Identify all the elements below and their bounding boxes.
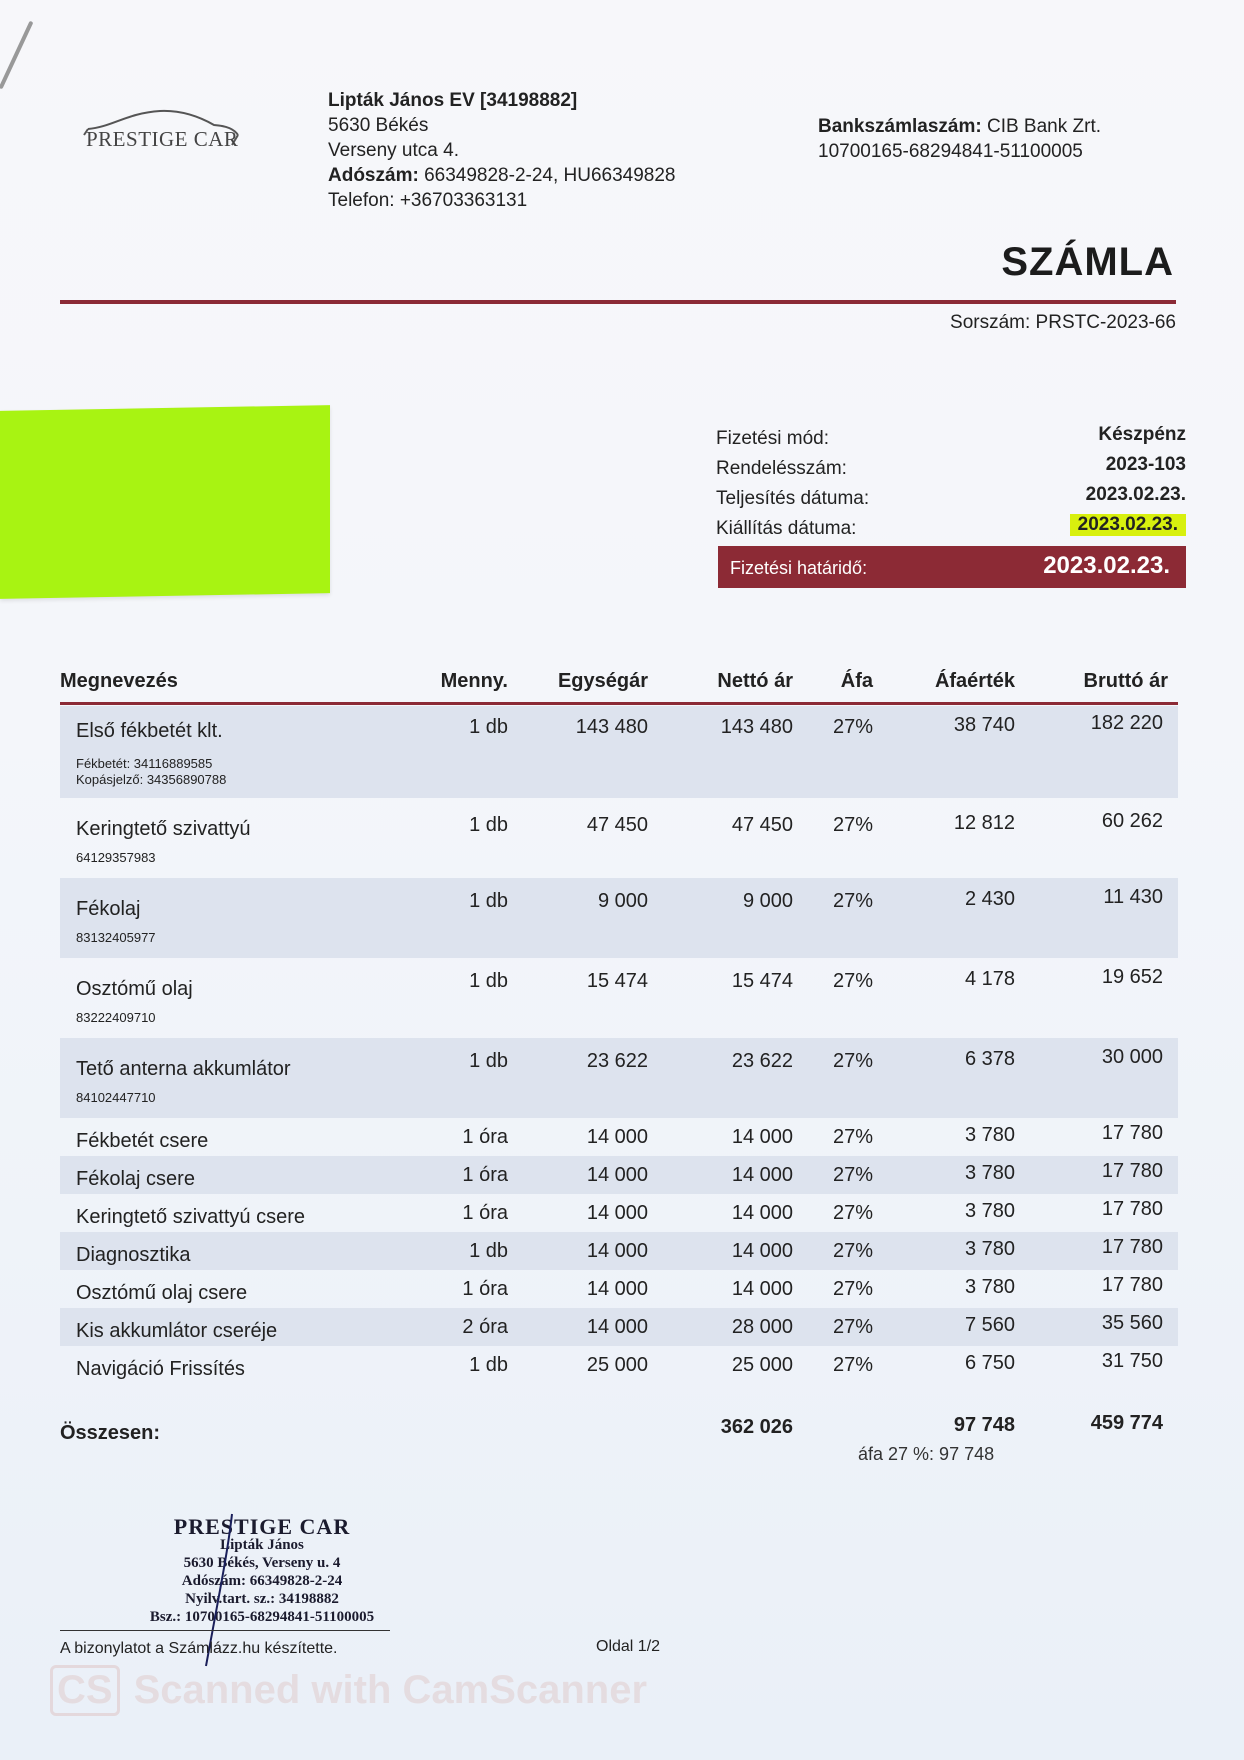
item-code: 83222409710: [76, 1010, 156, 1025]
item-gross: 35 560: [1101, 1312, 1163, 1334]
table-row: [60, 958, 1178, 1038]
item-vat: 27%: [832, 814, 873, 836]
header-gross: Bruttó ár: [1083, 670, 1168, 692]
table-header: [60, 658, 1178, 696]
items-table: [60, 658, 1178, 1380]
item-vat-amount: 12 812: [953, 812, 1015, 834]
item-vat: 27%: [832, 1278, 873, 1300]
item-net: 14 000: [731, 1278, 793, 1300]
item-unit-price: 25 000: [586, 1354, 648, 1376]
item-vat-amount: 3 780: [964, 1238, 1015, 1260]
item-name: Első fékbetét klt.: [76, 720, 223, 742]
totals-row: [60, 1410, 1178, 1470]
table-header-divider: [60, 702, 1178, 705]
meta-row: [716, 514, 1186, 544]
item-gross: 31 750: [1101, 1350, 1163, 1372]
header-name: Megnevezés: [60, 670, 178, 692]
item-name: Keringtető szivattyú: [76, 818, 251, 840]
item-vat: 27%: [832, 1202, 873, 1224]
stamp-reg: Nyilv.tart. sz.: 34198882: [185, 1591, 339, 1607]
item-net: 9 000: [742, 890, 793, 912]
item-net: 14 000: [731, 1164, 793, 1186]
item-vat: 27%: [832, 1126, 873, 1148]
stamp-owner: Lipták János: [220, 1537, 304, 1553]
meta-value: Készpénz: [1098, 424, 1186, 445]
document-title: SZÁMLA: [1001, 240, 1174, 284]
item-qty: 1 db: [469, 970, 508, 992]
footer-divider: [60, 1630, 390, 1631]
table-row: [60, 1308, 1178, 1346]
item-gross: 11 430: [1103, 886, 1163, 908]
item-gross: 17 780: [1101, 1122, 1163, 1144]
item-net: 143 480: [720, 716, 793, 738]
header-divider: [60, 300, 1176, 304]
table-row: [60, 1232, 1178, 1270]
invoice-meta: [716, 424, 1186, 544]
meta-row: [716, 484, 1186, 514]
table-row: [60, 1118, 1178, 1156]
item-qty: 1 db: [469, 1354, 508, 1376]
header-unit-price: Egységár: [557, 670, 648, 692]
table-row: [60, 706, 1178, 798]
item-net: 14 000: [731, 1240, 793, 1262]
header-vat: Áfa: [840, 670, 873, 692]
item-vat: 27%: [832, 1316, 873, 1338]
table-row: [60, 1346, 1178, 1386]
bank-name: CIB Bank Zrt.: [986, 116, 1102, 137]
item-net: 25 000: [731, 1354, 793, 1376]
meta-label: Kiállítás dátuma:: [716, 518, 857, 539]
totals-label: Összesen:: [60, 1422, 161, 1444]
item-vat-amount: 3 780: [964, 1124, 1015, 1146]
item-unit-price: 14 000: [586, 1316, 648, 1338]
item-qty: 1 óra: [462, 1126, 508, 1148]
seller-phone: Telefon: +36703363131: [328, 190, 528, 211]
item-gross: 30 000: [1101, 1046, 1163, 1068]
item-name: Fékbetét csere: [76, 1130, 209, 1152]
item-unit-price: 9 000: [597, 890, 648, 912]
item-qty: 1 db: [469, 890, 508, 912]
item-net: 14 000: [731, 1126, 793, 1148]
totals-vat-amount: 97 748: [953, 1414, 1015, 1436]
item-vat: 27%: [832, 1050, 873, 1072]
item-unit-price: 143 480: [575, 716, 648, 738]
item-vat-amount: 6 750: [964, 1352, 1015, 1374]
meta-value: 2023-103: [1105, 454, 1186, 475]
item-net: 23 622: [731, 1050, 793, 1072]
invoice-serial: Sorszám: PRSTC-2023-66: [950, 312, 1176, 333]
table-row: [60, 1270, 1178, 1308]
item-name: Tető anterna akkumlátor: [76, 1058, 291, 1080]
logo-text: PRESTIGE CAR: [86, 127, 239, 151]
item-gross: 182 220: [1090, 712, 1163, 734]
stamp-tax: Adószám: 66349828-2-24: [181, 1573, 343, 1589]
item-gross: 17 780: [1101, 1236, 1163, 1258]
bank-account: 10700165-68294841-51100005: [818, 141, 1083, 162]
item-name: Navigáció Frissítés: [76, 1358, 245, 1380]
seller-name: Lipták János EV [34198882]: [328, 90, 578, 111]
totals-gross: 459 774: [1090, 1412, 1163, 1434]
item-name: Kis akkumlátor cseréje: [76, 1320, 278, 1342]
due-date-bar: [718, 546, 1186, 588]
item-unit-price: 15 474: [586, 970, 648, 992]
item-qty: 1 óra: [462, 1202, 508, 1224]
item-qty: 1 db: [469, 1050, 508, 1072]
item-vat: 27%: [832, 1354, 873, 1376]
item-name: Fékolaj csere: [76, 1168, 195, 1190]
sticky-note: [0, 405, 330, 599]
item-gross: 19 652: [1101, 966, 1163, 988]
vat-breakdown: áfa 27 %: 97 748: [858, 1444, 995, 1464]
item-vat-amount: 38 740: [953, 714, 1015, 736]
item-qty: 1 db: [469, 716, 508, 738]
item-gross: 17 780: [1101, 1274, 1163, 1296]
item-qty: 1 óra: [462, 1278, 508, 1300]
item-unit-price: 14 000: [586, 1126, 648, 1148]
item-gross: 60 262: [1101, 810, 1163, 832]
item-gross: 17 780: [1101, 1160, 1163, 1182]
table-row: [60, 1194, 1178, 1232]
due-label: Fizetési határidő:: [730, 558, 868, 578]
seller-block: [328, 88, 676, 213]
stamp-company: PRESTIGE CAR: [173, 1514, 351, 1539]
item-unit-price: 14 000: [586, 1164, 648, 1186]
item-vat-amount: 3 780: [964, 1200, 1015, 1222]
item-name: Osztómű olaj csere: [76, 1282, 248, 1304]
header-net: Nettó ár: [717, 670, 793, 692]
item-vat-amount: 3 780: [964, 1276, 1015, 1298]
item-qty: 1 óra: [462, 1164, 508, 1186]
item-code: 83132405977: [76, 930, 156, 945]
watermark-text: Scanned with CamScanner: [133, 1668, 648, 1712]
item-unit-price: 14 000: [586, 1240, 648, 1262]
table-row: [60, 1038, 1178, 1118]
meta-value-highlighted: 2023.02.23.: [1070, 514, 1186, 536]
item-code: Fékbetét: 34116889585: [76, 756, 213, 771]
item-code: 64129357983: [76, 850, 156, 865]
item-name: Fékolaj: [76, 898, 141, 920]
meta-label: Fizetési mód:: [716, 428, 829, 449]
item-net: 28 000: [731, 1316, 793, 1338]
stamp-address: 5630 Békés, Verseny u. 4: [183, 1555, 341, 1571]
header-vat-amount: Áfaérték: [934, 670, 1015, 692]
meta-row: [716, 424, 1186, 454]
paper-clip: [0, 21, 33, 90]
meta-value: 2023.02.23.: [1085, 484, 1186, 505]
item-vat: 27%: [832, 890, 873, 912]
tax-value: 66349828-2-24, HU66349828: [424, 165, 676, 186]
page-number: Oldal 1/2: [596, 1638, 661, 1655]
item-qty: 1 db: [469, 1240, 508, 1262]
item-name: Keringtető szivattyú csere: [76, 1206, 305, 1228]
bank-block: [818, 114, 1101, 164]
scanner-watermark: [50, 1665, 647, 1716]
item-name: Osztómű olaj: [76, 978, 193, 1000]
item-vat-amount: 6 378: [964, 1048, 1015, 1070]
item-unit-price: 14 000: [586, 1278, 648, 1300]
due-value: 2023.02.23.: [1043, 552, 1170, 579]
item-vat: 27%: [832, 970, 873, 992]
seller-city: 5630 Békés: [328, 115, 429, 136]
item-code: 84102447710: [76, 1090, 156, 1105]
header-qty: Menny.: [440, 670, 508, 692]
item-vat: 27%: [832, 716, 873, 738]
tax-label: Adószám:: [328, 165, 419, 186]
table-row: [60, 878, 1178, 958]
item-vat-amount: 2 430: [964, 888, 1015, 910]
stamp-bank: Bsz.: 10700165-68294841-51100005: [149, 1609, 375, 1625]
table-row: [60, 798, 1178, 878]
item-code-2: Kopásjelző: 34356890788: [76, 772, 227, 787]
item-net: 15 474: [731, 970, 793, 992]
item-net: 47 450: [731, 814, 793, 836]
item-vat: 27%: [832, 1240, 873, 1262]
meta-label: Rendelésszám:: [716, 458, 847, 479]
item-gross: 17 780: [1101, 1198, 1163, 1220]
item-name: Diagnosztika: [76, 1244, 191, 1266]
item-qty: 2 óra: [462, 1316, 508, 1338]
totals-net: 362 026: [720, 1416, 793, 1438]
scanner-logo-icon: CS: [50, 1665, 120, 1716]
item-vat-amount: 7 560: [964, 1314, 1015, 1336]
seller-street: Verseny utca 4.: [328, 140, 459, 161]
item-unit-price: 47 450: [586, 814, 648, 836]
meta-label: Teljesítés dátuma:: [716, 488, 870, 509]
item-unit-price: 23 622: [586, 1050, 648, 1072]
company-stamp: [112, 1514, 412, 1626]
footer-generator: A bizonylatot a Számlázz.hu készítette.: [60, 1640, 338, 1657]
item-vat-amount: 3 780: [964, 1162, 1015, 1184]
bank-label: Bankszámlaszám:: [818, 116, 982, 137]
company-logo: [82, 105, 242, 155]
item-net: 14 000: [731, 1202, 793, 1224]
meta-row: [716, 454, 1186, 484]
table-row: [60, 1156, 1178, 1194]
table-body: [60, 706, 1178, 1386]
item-vat: 27%: [832, 1164, 873, 1186]
item-unit-price: 14 000: [586, 1202, 648, 1224]
item-qty: 1 db: [469, 814, 508, 836]
item-vat-amount: 4 178: [964, 968, 1015, 990]
